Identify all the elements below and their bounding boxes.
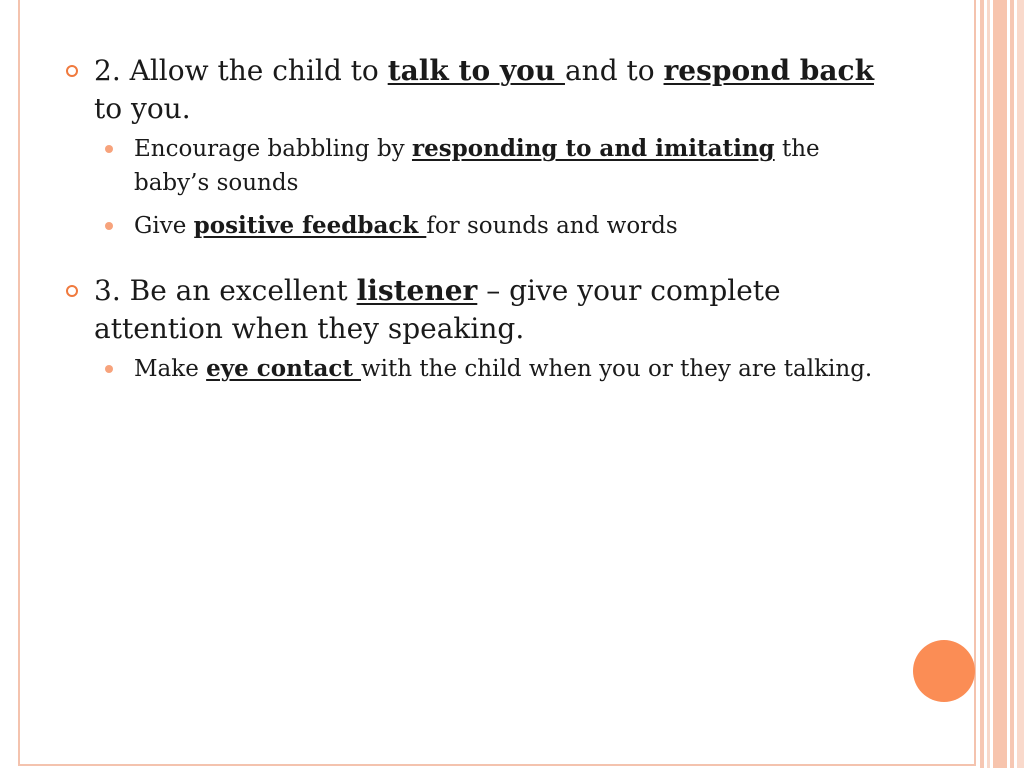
emphasis-text: eye contact	[206, 355, 361, 382]
bullet-point-2	[66, 272, 896, 348]
ring-bullet-icon	[66, 285, 78, 297]
sub-bullet-list-1	[66, 132, 896, 243]
sub-bullet-list-2	[66, 352, 896, 386]
decorative-stripe	[980, 0, 984, 768]
point-text: 2. Allow the child to talk to you and to respond back to you.	[94, 54, 874, 125]
decorative-stripe	[1017, 0, 1024, 768]
emphasis-text: respond back	[663, 54, 874, 87]
slide-body	[66, 52, 896, 395]
decorative-stripe	[993, 0, 1007, 768]
emphasis-text: listener	[356, 274, 478, 307]
dot-bullet-icon	[105, 222, 113, 230]
spacer	[66, 252, 896, 272]
emphasis-text: responding to and imitating	[411, 135, 775, 162]
decorative-stripe	[1010, 0, 1014, 768]
point-text: 3. Be an excellent listener – give your complete attention when they speaking.	[94, 274, 781, 345]
emphasis-text: positive feedback	[193, 212, 427, 239]
sub-bullet-2-1: Make eye contact with the child when you or they are talking.	[94, 352, 896, 386]
emphasis-text: talk to you	[387, 54, 565, 87]
sub-bullet-1-2: Give positive feedback for sounds and words	[94, 209, 896, 243]
dot-bullet-icon	[105, 365, 113, 373]
decorative-stripe	[987, 0, 990, 768]
decorative-circle	[913, 640, 975, 702]
bullet-point-1	[66, 52, 896, 128]
dot-bullet-icon	[105, 145, 113, 153]
sub-bullet-1-1: Encourage babbling by responding to and imitating the baby’s sounds	[94, 132, 896, 200]
ring-bullet-icon	[66, 65, 78, 77]
